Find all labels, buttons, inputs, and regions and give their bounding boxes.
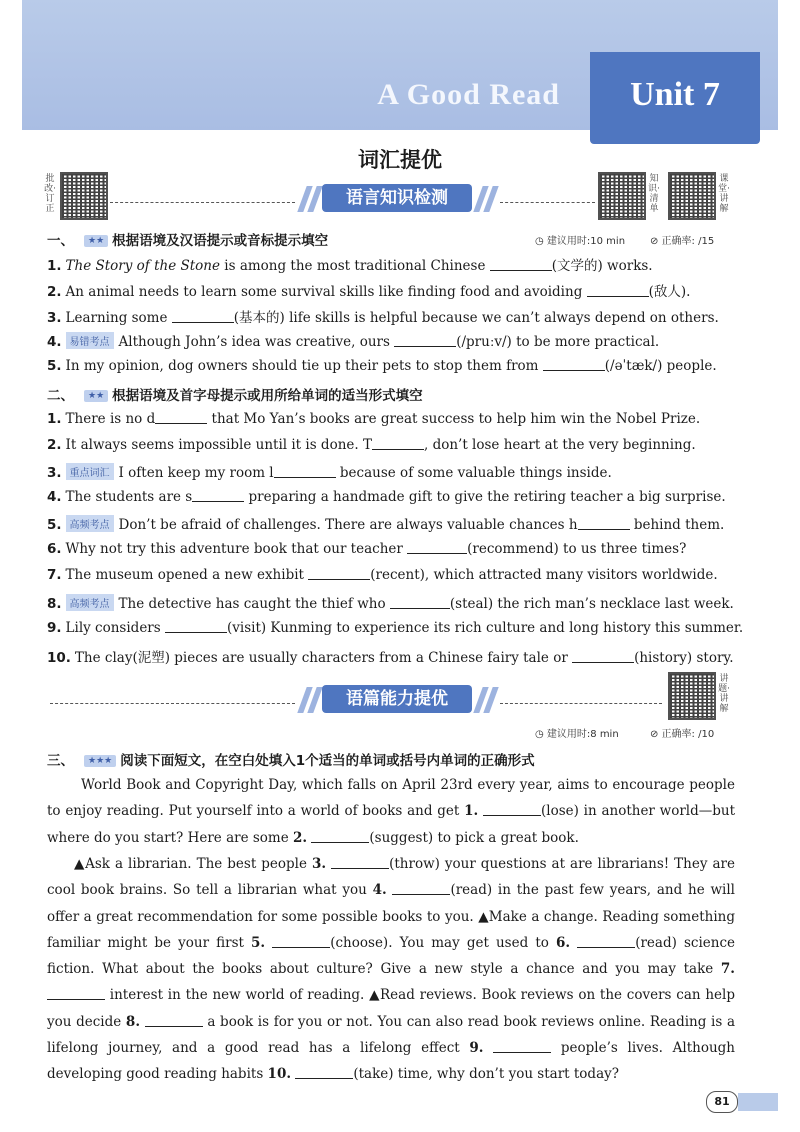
tag-badge: 高频考点 (66, 515, 114, 532)
reading-passage: World Book and Copyright Day, which falls on April 23rd every year, aims to encourage people to enjoy reading. Put yourself into a world of books and get 1. (lose) in another world—but where do you start? Here are some 2. (suggest) to pick a great book. (47, 777, 736, 846)
answer-blank[interactable] (272, 935, 330, 948)
question-item: 10. The clay(泥塑) pieces are usually characters from a Chinese fairy tale or (history) story. (47, 650, 734, 666)
tag-badge: 高频考点 (66, 594, 114, 611)
answer-blank[interactable] (47, 987, 105, 1000)
question-item: 8. 高频考点 The detective has caught the thief who (steal) the rich man’s necklace last week. (47, 596, 734, 612)
section-title: 语篇能力提优 (322, 685, 472, 713)
section-title: 语言知识检测 (322, 184, 472, 212)
question-item: 1. The Story of the Stone is among the most traditional Chinese (文学的) works. (47, 258, 653, 274)
answer-blank[interactable] (145, 1014, 203, 1027)
tag-badge: 重点词汇 (66, 463, 114, 480)
difficulty-stars: ★★★ (84, 755, 116, 767)
question-item: 1. There is no d that Mo Yan’s books are great success to help him win the Nobel Prize. (47, 411, 701, 427)
answer-blank[interactable] (165, 620, 227, 633)
page-number: 81 (706, 1091, 738, 1113)
qr-code-icon[interactable] (668, 672, 716, 720)
question-item: 6. Why not try this adventure book that our teacher (recommend) to us three times? (47, 541, 687, 557)
qr-label-left: 批改·订正 (44, 174, 56, 214)
answer-blank[interactable] (392, 882, 450, 895)
question-item: 5. In my opinion, dog owners should tie up their pets to stop them from (/əˈtæk/) people. (47, 358, 717, 374)
answer-blank[interactable] (308, 567, 370, 580)
question-item: 2. It always seems impossible until it is done. T , don’t lose heart at the very beginning. (47, 437, 696, 453)
question-item: 2. An animal needs to learn some survival skills like finding food and avoiding (敌人). (47, 284, 691, 300)
answer-blank[interactable] (577, 935, 635, 948)
question-item: 7. The museum opened a new exhibit (recent), which attracted many visitors worldwide. (47, 567, 718, 583)
question-item: 9. Lily considers (visit) Kunming to experience its rich culture and long history this summer. (47, 620, 744, 636)
qr-label-right3: 讲题·讲解 (718, 674, 730, 714)
answer-blank[interactable] (493, 1040, 551, 1053)
tag-badge: 易错考点 (66, 332, 114, 349)
page-title: 词汇提优 (358, 148, 442, 172)
accuracy-hint: ⊘ 正确率: /10 (650, 729, 715, 740)
task-heading: 三、 ★★★ 阅读下面短文，在空白处填入1个适当的单词或括号内单词的正确形式 (47, 753, 535, 769)
unit-badge: Unit 7 (590, 52, 760, 144)
question-item: 5. 高频考点 Don’t be afraid of challenges. There are always valuable chances h behind them. (47, 517, 725, 533)
difficulty-stars: ★★ (84, 235, 108, 247)
answer-blank[interactable] (372, 437, 424, 450)
answer-blank[interactable] (331, 856, 389, 869)
answer-blank[interactable] (274, 465, 336, 478)
answer-blank[interactable] (172, 310, 234, 323)
question-item: 4. The students are s preparing a handmade gift to give the retiring teacher a big surprise. (47, 489, 726, 505)
answer-blank[interactable] (490, 258, 552, 271)
answer-blank[interactable] (483, 803, 541, 816)
answer-blank[interactable] (390, 596, 450, 609)
time-hint: ◷ 建议用时:8 min (535, 729, 619, 740)
time-hint: ◷ 建议用时:10 min (535, 236, 626, 247)
section-bar-discourse (22, 685, 778, 717)
answer-blank[interactable] (394, 334, 456, 347)
reading-passage: ▲Ask a librarian. The best people 3. (throw) your questions at are librarians! They are cool book brains. So tell a librarian what you 4. (read) in the past few years, and he will offer a great recommendation for some possible books to you. ▲Make a change. Reading something familiar might be your first 5. (choose). You may get used to 6. (read) science fiction. What about the books about culture? Give a new style a chance and you may take 7. interest in the new world of reading. ▲Read reviews. Book reviews on the covers can help you decide 8. a book is for you or not. You can also read book reviews online. Reading is a lifelong journey, and a good read has a lifelong effect 9. people’s lives. Although developing good reading habits 10. (take) time, why don’t you start today? (47, 856, 736, 1083)
answer-blank[interactable] (192, 489, 244, 502)
page-tab (738, 1093, 778, 1111)
lesson-title: A Good Read (377, 78, 560, 111)
question-item: 3. 重点词汇 I often keep my room l because of some valuable things inside. (47, 465, 612, 481)
section-bar-knowledge (22, 184, 778, 216)
task-heading: 二、 ★★ 根据语境及首字母提示或用所给单词的适当形式填空 (47, 388, 423, 404)
answer-blank[interactable] (311, 830, 369, 843)
qr-label-right1: 知识·清单 (648, 174, 660, 214)
question-item: 4. 易错考点 Although John’s idea was creative, ours (/pruːv/) to be more practical. (47, 334, 660, 350)
answer-blank[interactable] (578, 517, 630, 530)
answer-blank[interactable] (295, 1066, 353, 1079)
answer-blank[interactable] (572, 650, 634, 663)
answer-blank[interactable] (407, 541, 467, 554)
answer-blank[interactable] (543, 358, 605, 371)
task-heading: 一、 ★★ 根据语境及汉语提示或音标提示填空 (47, 233, 329, 249)
difficulty-stars: ★★ (84, 390, 108, 402)
accuracy-hint: ⊘ 正确率: /15 (650, 236, 715, 247)
answer-blank[interactable] (155, 411, 207, 424)
question-item: 3. Learning some (基本的) life skills is helpful because we can’t always depend on others. (47, 310, 719, 326)
qr-label-right2: 课堂·讲解 (718, 174, 730, 214)
answer-blank[interactable] (587, 284, 649, 297)
